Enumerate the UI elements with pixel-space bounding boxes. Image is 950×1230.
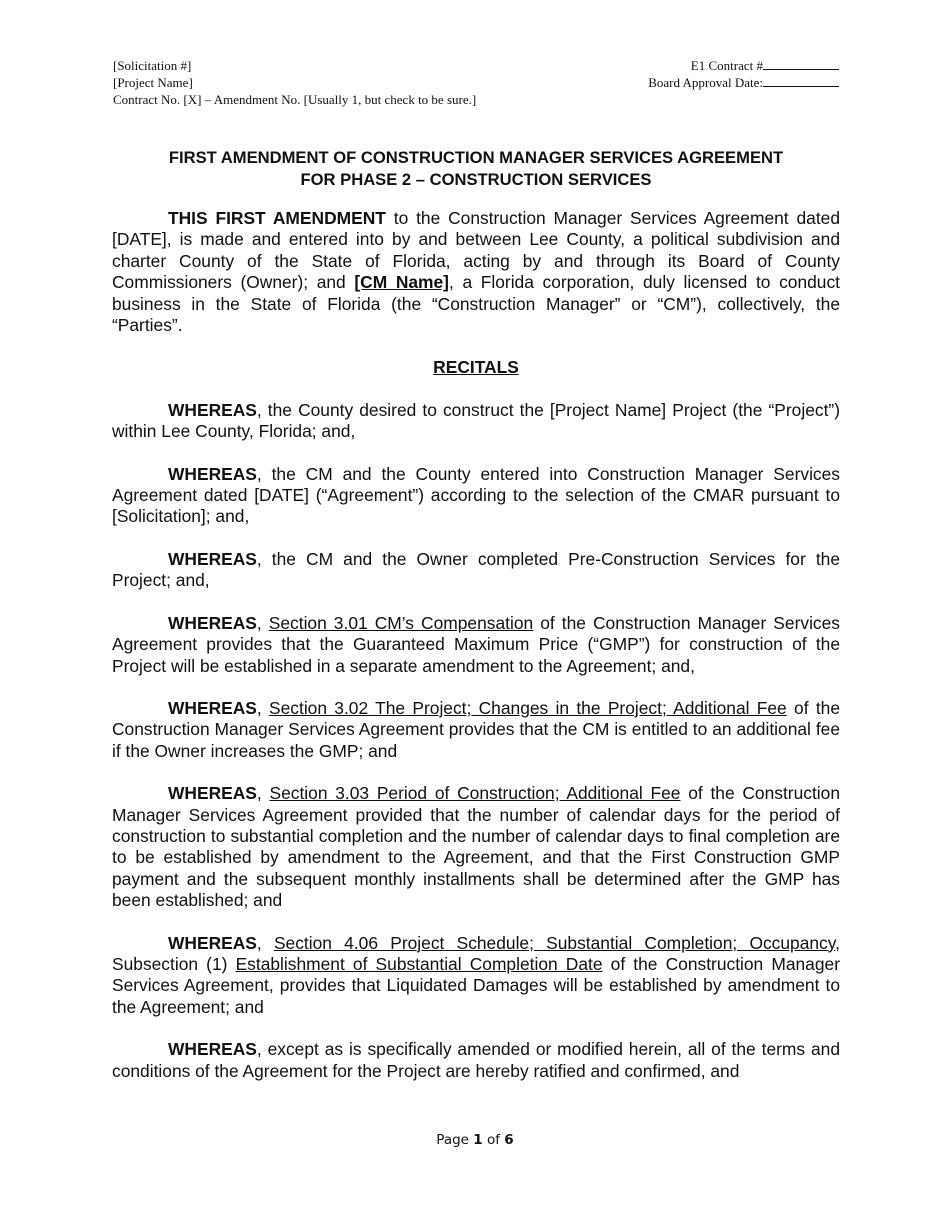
whereas-label: WHEREAS [168,932,257,953]
recital-text: , the CM and the County entered into Construction Manager Services Agreement dated [DATE] (“Agreement”) according to the selection of the CMAR pursuant to [Solicitation]; and, [112,463,840,527]
intro-paragraph [112,208,840,336]
recital-7: WHEREAS, Section 4.06 Project Schedule; Substantial Completion; Occupancy, Subsection (1) Establishment of Substantial Completion Date of the Construction Manager Services Agreement, provides that Liquidated Damages will be established by amendment to the Agreement; and [112,932,840,1017]
recital-text: of the Construction Manager Services Agreement provides that the Guaranteed Maximum Price (“GMP”) for construction of the Project will be established in a separate amendment to the Agreement; and, [112,612,840,676]
board-approval-label: Board Approval Date: [648,75,763,90]
recital-5: WHEREAS, Section 3.02 The Project; Changes in the Project; Additional Fee of the Construction Manager Services Agreement provides that the CM is entitled to an additional fee if the Owner increases the GMP; and [112,697,840,761]
document-body [112,147,840,1103]
subsection-reference: Establishment of Substantial Completion Date [235,953,603,974]
recital-6: WHEREAS, Section 3.03 Period of Construction; Additional Fee of the Construction Manager Services Agreement provided that the number of calendar days for the period of construction to substantial completion and the number of calendar days to final completion are to be established by amendment to the Agreement, and that the First Construction GMP payment and the subsequent monthly installments shall be determined after the GMP has been established; and [112,783,841,911]
whereas-label: WHEREAS [168,548,257,569]
recital-8 [112,1039,840,1082]
board-approval-blank [763,74,839,87]
document-title [112,147,840,190]
recital-text: of the Construction Manager Services Agreement provided that the number of calendar days for the period of construction to substantial completion and the number of calendar days to final completion are to be established by amendment to the Agreement, and that the First Construction GMP payment and the subsequent monthly installments shall be determined after the GMP has been established; and [112,783,841,911]
whereas-label: WHEREAS [168,612,257,633]
of-label: of [486,1132,500,1148]
intro-text-1: to the Construction Manager Services Agreement dated [DATE], is made and entered into by and between Lee County, a political subdivision and charter County of the State of Florida, acting by and through its Board of County Commissioners (Owner); and [112,208,840,293]
whereas-label: WHEREAS [168,697,257,718]
e1-contract-blank [763,57,839,70]
recital-text: , Subsection (1) [112,932,840,974]
recital-4: WHEREAS, Section 3.01 CM’s Compensation of the Construction Manager Services Agreement provides that the Guaranteed Maximum Price (“GMP”) for construction of the Project will be established in a separate amendment to the Agreement; and, [112,612,840,676]
recital-3 [112,549,840,592]
project-name-placeholder: [Project Name] [113,75,193,90]
page-number: 1 [473,1132,483,1148]
solicitation-placeholder: [Solicitation #] [113,58,192,73]
e1-contract-label: E1 Contract # [690,58,763,73]
recital-text: , the CM and the Owner completed Pre-Construction Services for the Project; and, [112,548,840,591]
page-label: Page [436,1132,469,1148]
section-reference: Section 3.01 CM’s Compensation [268,612,534,633]
intro-text-2: , a Florida corporation, duly licensed to conduct business in the State of Florida (the “Construction Manager” or “CM”), collectively, the “Parties”. [112,272,840,336]
board-approval-field [648,74,839,91]
cm-name-placeholder: [CM Name] [354,272,449,293]
section-reference: Section 3.02 The Project; Changes in the Project; Additional Fee [269,697,787,718]
page-footer [0,1132,950,1148]
header-right [648,57,839,91]
title-line-2: FOR PHASE 2 – CONSTRUCTION SERVICES [300,169,652,189]
whereas-label: WHEREAS [168,463,257,484]
header-left [113,57,476,108]
page-total: 6 [504,1132,514,1148]
recital-text: of the Construction Manager Services Agreement, provides that Liquidated Damages will be established by amendment to the Agreement; and [112,953,840,1017]
recital-2 [112,464,840,528]
title-line-1: FIRST AMENDMENT OF CONSTRUCTION MANAGER SERVICES AGREEMENT [168,148,784,167]
recital-text: , the County desired to construct the [Project Name] Project (the “Project”) within Lee County, Florida; and, [112,399,840,442]
recital-1 [112,400,840,443]
intro-lead: THIS FIRST AMENDMENT [168,208,386,228]
recitals-heading: RECITALS [433,357,519,378]
section-reference: Section 3.03 Period of Construction; Additional Fee [269,783,681,804]
recital-text: of the Construction Manager Services Agreement provides that the CM is entitled to an additional fee if the Owner increases the GMP; and [112,697,840,761]
contract-amendment-line: Contract No. [X] – Amendment No. [Usually 1, but check to be sure.] [113,92,477,107]
whereas-label: WHEREAS [168,783,257,804]
whereas-label: WHEREAS [168,1039,257,1060]
recital-text: , except as is specifically amended or modified herein, all of the terms and conditions of the Agreement for the Project are hereby ratified and confirmed, and [112,1039,840,1081]
section-reference: Section 4.06 Project Schedule; Substantial Completion; Occupancy [273,932,836,953]
e1-contract-field [648,57,839,74]
whereas-label: WHEREAS [168,399,257,420]
